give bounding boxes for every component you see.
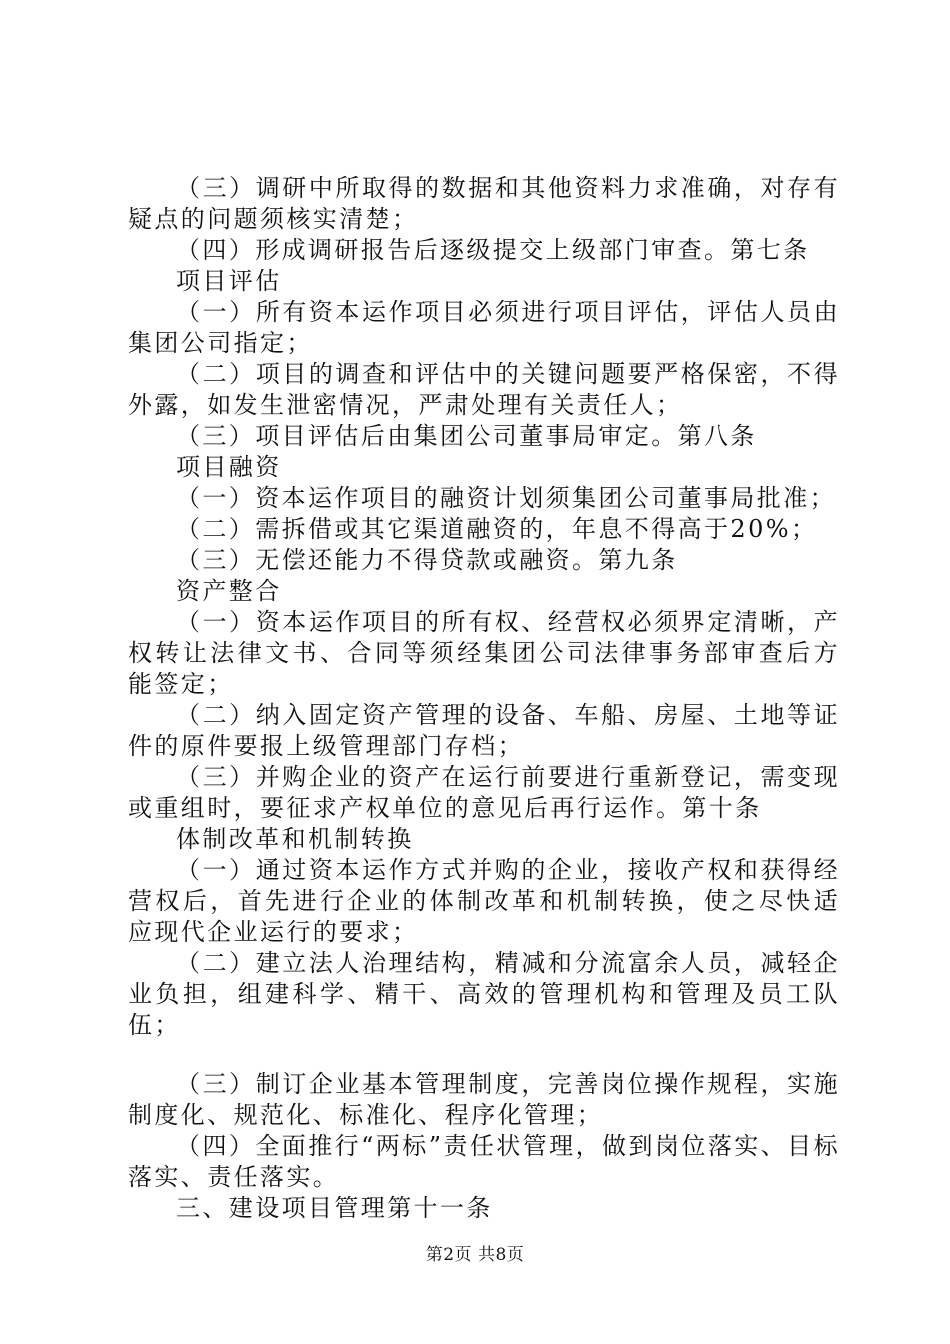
paragraph: 三、建设项目管理第十一条 (176, 1194, 493, 1222)
paragraph: （一）资本运作项目的融资计划须集团公司董事局批准； (176, 484, 836, 512)
paragraph: （四）形成调研报告后逐级提交上级部门审查。第七条 (176, 236, 810, 264)
document-body (128, 173, 840, 1224)
paragraph: （一）通过资本运作方式并购的企业，接收产权和获得经营权后，首先进行企业的体制改革和机制转换，使之尽快适应现代企业运行的要求； (128, 856, 840, 946)
section-heading: 体制改革和机制转换 (176, 825, 414, 853)
paragraph: （三）调研中所取得的数据和其他资料力求准确，对存有疑点的问题须核实清楚； (128, 174, 840, 233)
paragraph: （二）纳入固定资产管理的设备、车船、房屋、土地等证件的原件要报上级管理部门存档； (128, 701, 840, 760)
paragraph: （三）无偿还能力不得贷款或融资。第九条 (176, 546, 678, 574)
page-number-footer: 第2页 共8页 (425, 1245, 525, 1265)
paragraph: （二）建立法人治理结构，精减和分流富余人员，减轻企业负担，组建科学、精干、高效的管理机构和管理及员工队伍； (128, 949, 840, 1039)
paragraph: （三）项目评估后由集团公司董事局审定。第八条 (176, 422, 757, 450)
paragraph: （四）全面推行“两标”责任状管理，做到岗位落实、目标落实、责任落实。 (128, 1132, 840, 1191)
paragraph: （三）制订企业基本管理制度，完善岗位操作规程，实施制度化、规范化、标准化、程序化管理； (128, 1070, 840, 1129)
paragraph: （二）项目的调查和评估中的关键问题要严格保密，不得外露，如发生泄密情况，严肃处理有关责任人； (128, 360, 840, 419)
paragraph: （三）并购企业的资产在运行前要进行重新登记，需变现或重组时，要征求产权单位的意见后再行运作。第十条 (128, 763, 840, 822)
paragraph: （二）需拆借或其它渠道融资的，年息不得高于20%； (176, 515, 818, 543)
section-heading: 资产整合 (176, 577, 282, 605)
paragraph: （一）所有资本运作项目必须进行项目评估，评估人员由集团公司指定； (128, 298, 840, 357)
section-heading: 项目融资 (176, 453, 282, 481)
paragraph: （一）资本运作项目的所有权、经营权必须界定清晰，产权转让法律文书、合同等须经集团公司法律事务部审查后方能签定； (128, 608, 840, 698)
section-heading: 项目评估 (176, 267, 282, 295)
